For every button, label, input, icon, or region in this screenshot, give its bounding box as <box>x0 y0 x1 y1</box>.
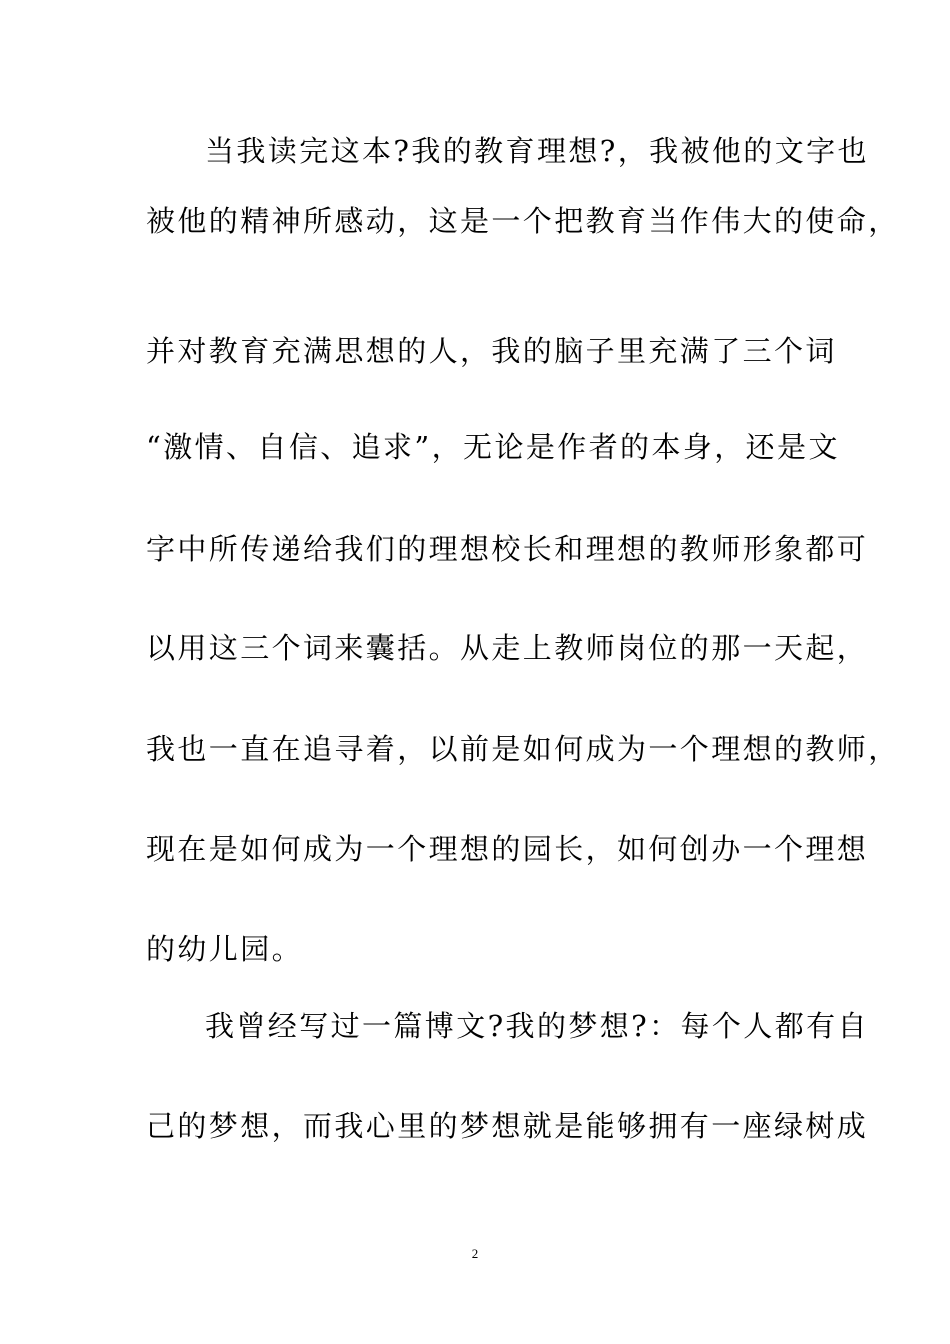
paragraph-1-line-2: 被他的精神所感动，这是一个把教育当作伟大的使命， <box>146 204 900 238</box>
paragraph-1-line-8: 现在是如何成为一个理想的园长，如何创办一个理想 <box>146 832 869 866</box>
paragraph-1-line-3: 并对教育充满思想的人，我的脑子里充满了三个词 <box>146 334 837 368</box>
paragraph-1-line-7: 我也一直在追寻着，以前是如何成为一个理想的教师， <box>146 732 900 766</box>
paragraph-1-line-1: 当我读完这本?我的教育理想?，我被他的文字也 <box>205 134 869 168</box>
paragraph-1-line-6: 以用这三个词来囊括。从走上教师岗位的那一天起， <box>146 631 869 665</box>
paragraph-2-line-1: 我曾经写过一篇博文?我的梦想?：每个人都有自 <box>205 1009 869 1043</box>
paragraph-2-line-2: 己的梦想，而我心里的梦想就是能够拥有一座绿树成 <box>146 1109 869 1143</box>
paragraph-1-line-9: 的幼儿园。 <box>146 932 304 966</box>
paragraph-1-line-4: “激情、自信、追求”，无论是作者的本身，还是文 <box>146 430 840 464</box>
page-number: 2 <box>471 1246 479 1261</box>
paragraph-1-line-5: 字中所传递给我们的理想校长和理想的教师形象都可 <box>146 532 869 566</box>
